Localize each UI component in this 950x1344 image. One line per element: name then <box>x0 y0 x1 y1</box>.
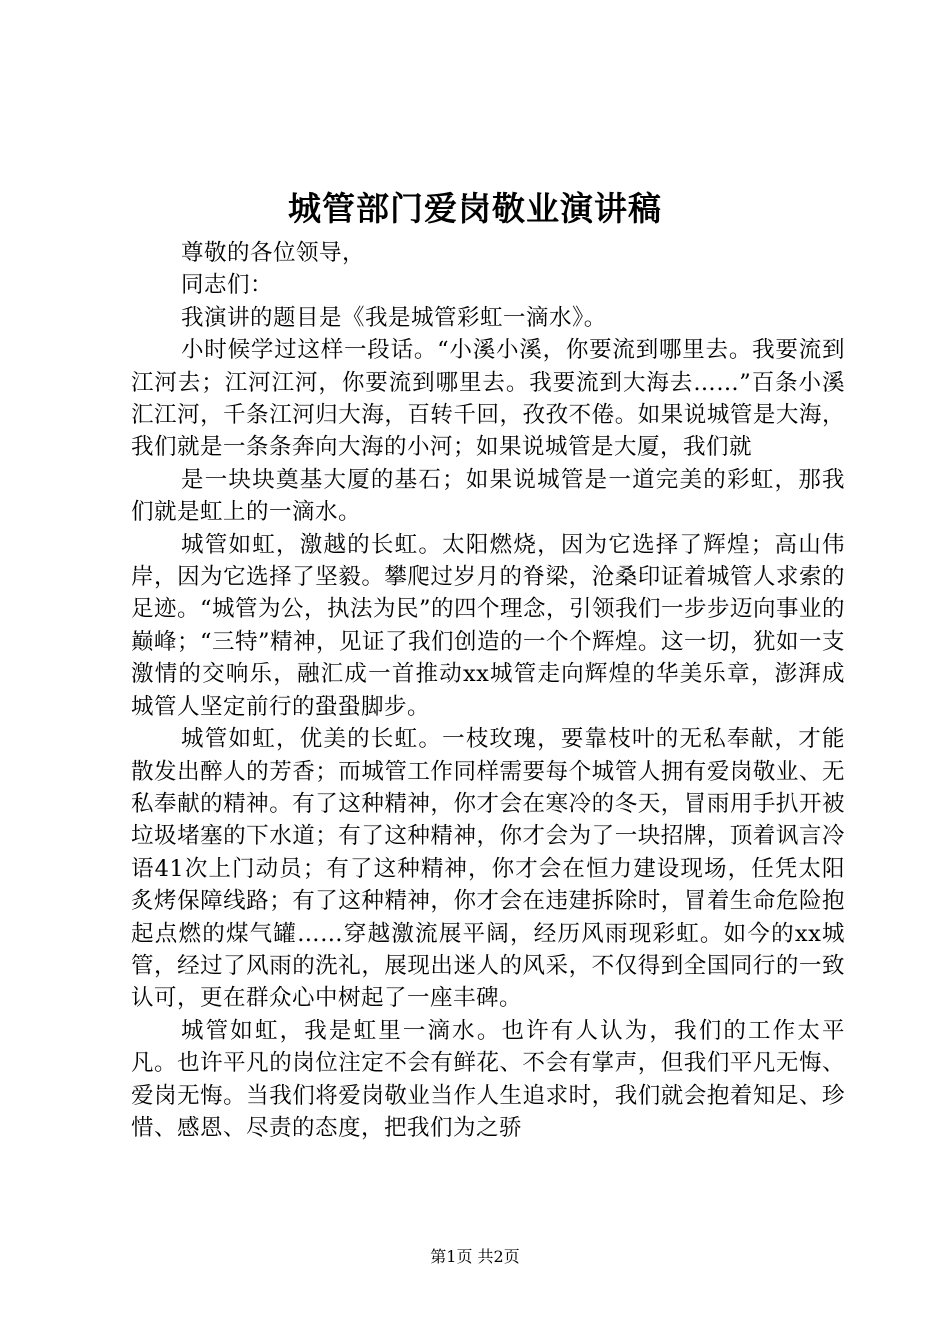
page-number-footer: 第1页 共2页 <box>430 1247 520 1266</box>
paragraph-stream-metaphor: 小时候学过这样一段话。“小溪小溪，你要流到哪里去。我要流到江河去；江河江河，你要流到哪里去。我要流到大海去……”百条小溪汇江河，千条江河归大海，百转千回，孜孜不倦。如果说城管是大海，我们就是一条条奔向大海的小河；如果说城管是大厦，我们就 <box>131 337 845 461</box>
paragraph-drop-of-water: 城管如虹，我是虹里一滴水。也许有人认为，我们的工作太平凡。也许平凡的岗位注定不会有鲜花、不会有掌声，但我们平凡无悔、爱岗无悔。当我们将爱岗敬业当作人生追求时，我们就会抱着知足、珍惜、感恩、尽责的态度，把我们为之骄 <box>131 1017 845 1141</box>
paragraph-foundation-stone: 是一块块奠基大厦的基石；如果说城管是一道完美的彩虹，那我们就是虹上的一滴水。 <box>131 466 845 526</box>
paragraph-passionate-rainbow: 城管如虹，激越的长虹。太阳燃烧，因为它选择了辉煌；高山伟岸，因为它选择了坚毅。攀爬过岁月的脊梁，沧桑印证着城管人求索的足迹。“城管为公，执法为民”的四个理念，引领我们一步步迈向事业的巅峰；“三特”精神，见证了我们创造的一个个辉煌。这一切，犹如一支激情的交响乐，融汇成一首推动xx城管走向辉煌的华美乐章，澎湃成城管人坚定前行的蛩蛩脚步。 <box>131 531 846 720</box>
paragraph-beautiful-rainbow: 城管如虹，优美的长虹。一枝玫瑰，要靠枝叶的无私奉献，才能散发出醉人的芳香；而城管工作同样需要每个城管人拥有爱岗敬业、无私奉献的精神。有了这种精神，你才会在寒冷的冬天，冒雨用手扒开被垃圾堵塞的下水道；有了这种精神，你才会为了一块招牌，顶着讽言冷语41次上门动员；有了这种精神，你才会在恒力建设现场，任凭太阳炙烤保障线路；有了这种精神，你才会在违建拆除时，冒着生命危险抱起点燃的煤气罐……穿越激流展平阔，经历风雨现彩虹。如今的xx城管，经过了风雨的洗礼，展现出迷人的风采，不仅得到全国同行的一致认可，更在群众心中树起了一座丰碑。 <box>131 726 845 1012</box>
document-title: 城管部门爱岗敬业演讲稿 <box>288 189 662 228</box>
paragraph-salutation-comrades: 同志们： <box>181 272 274 299</box>
paragraph-salutation-leaders: 尊敬的各位领导， <box>181 240 366 266</box>
paragraph-speech-topic: 我演讲的题目是《我是城管彩虹一滴水》。 <box>181 304 607 331</box>
document-body <box>131 237 845 1144</box>
